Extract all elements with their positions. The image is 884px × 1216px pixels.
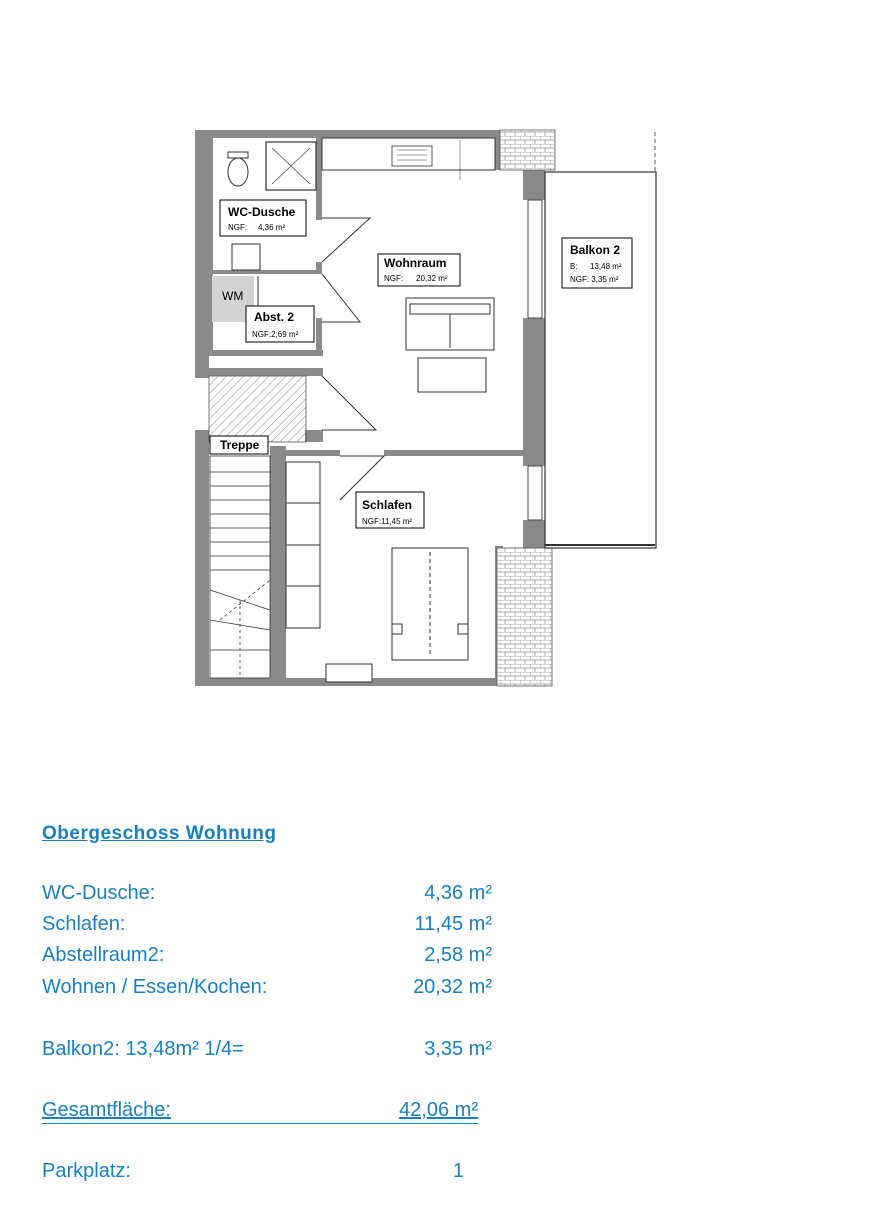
summary-row-label: Wohnen / Essen/Kochen:: [42, 976, 268, 998]
label-balkon-b-area: 13,48 m²: [590, 262, 622, 271]
summary-balkon-label: Balkon2: 13,48m² 1/4=: [42, 1038, 244, 1060]
summary-row-abstellraum: [42, 944, 502, 970]
summary-row-value: 20,32 m²: [413, 976, 492, 998]
terrace-bottom: [497, 548, 552, 686]
summary-total-underline: [42, 1123, 478, 1124]
label-wc-name: WC-Dusche: [228, 205, 296, 219]
window-right-2: [528, 466, 542, 520]
label-balkon-b: B:: [570, 262, 578, 271]
label-schlafen: [356, 492, 424, 528]
summary-heading: Obergeschoss Wohnung: [42, 823, 277, 844]
label-abst-area: NGF:2,69 m²: [252, 330, 299, 339]
summary-total-label: Gesamtfläche:: [42, 1099, 171, 1121]
label-balkon-ngf: NGF: 3,35 m²: [570, 275, 619, 284]
window-right-1: [528, 200, 542, 318]
label-treppe-name: Treppe: [220, 438, 260, 452]
label-wohnraum: [378, 254, 460, 286]
label-treppe: [210, 436, 268, 454]
summary-row-value: 2,58 m²: [424, 944, 492, 966]
stair-landing-hatch: [209, 376, 306, 442]
balcony-area: [545, 172, 656, 548]
toilet: [228, 158, 248, 186]
label-wc: [220, 200, 306, 236]
summary-row-value: 11,45 m²: [414, 913, 492, 935]
summary-row-label: Abstellraum2:: [42, 944, 165, 966]
label-wohnraum-area: 20,32 m²: [416, 274, 448, 283]
sofa: [406, 298, 494, 350]
summary-row-label: WC-Dusche:: [42, 882, 156, 904]
label-balkon: [562, 238, 632, 288]
label-abst-name: Abst. 2: [254, 310, 295, 324]
label-wohnraum-ngf: NGF:: [384, 274, 404, 283]
summary-balkon-value: 3,35 m²: [424, 1038, 492, 1060]
label-schlafen-name: Schlafen: [362, 498, 413, 512]
summary-parking-value: 1: [452, 1160, 464, 1182]
summary-row-wc: [42, 882, 502, 908]
label-balkon-name: Balkon 2: [570, 243, 621, 257]
label-schlafen-area: NGF:11,45 m²: [362, 517, 413, 526]
wardrobe: [286, 462, 320, 628]
label-wm: WM: [222, 289, 244, 303]
summary-row-label: Schlafen:: [42, 913, 126, 935]
label-abst: [246, 306, 314, 342]
washbasin: [232, 244, 260, 270]
summary-row-schlafen: [42, 913, 502, 939]
summary-row-wohnen: [42, 976, 502, 1002]
label-wc-area: 4,36 m²: [258, 223, 286, 232]
sink: [392, 146, 432, 166]
summary-row-total: [42, 1099, 478, 1125]
bed: [392, 548, 468, 660]
terrace-top: [500, 130, 555, 170]
summary-total-value: 42,06 m²: [399, 1099, 478, 1121]
summary-row-parking: [42, 1160, 502, 1186]
summary-row-value: 4,36 m²: [424, 882, 492, 904]
stairs: [210, 456, 270, 678]
summary-row-balkon: [42, 1038, 502, 1064]
summary-parking-label: Parkplatz:: [42, 1160, 131, 1182]
label-wohnraum-name: Wohnraum: [384, 256, 447, 270]
coffee-table: [418, 358, 486, 392]
label-wc-ngf: NGF:: [228, 223, 248, 232]
window-bottom: [326, 664, 372, 682]
